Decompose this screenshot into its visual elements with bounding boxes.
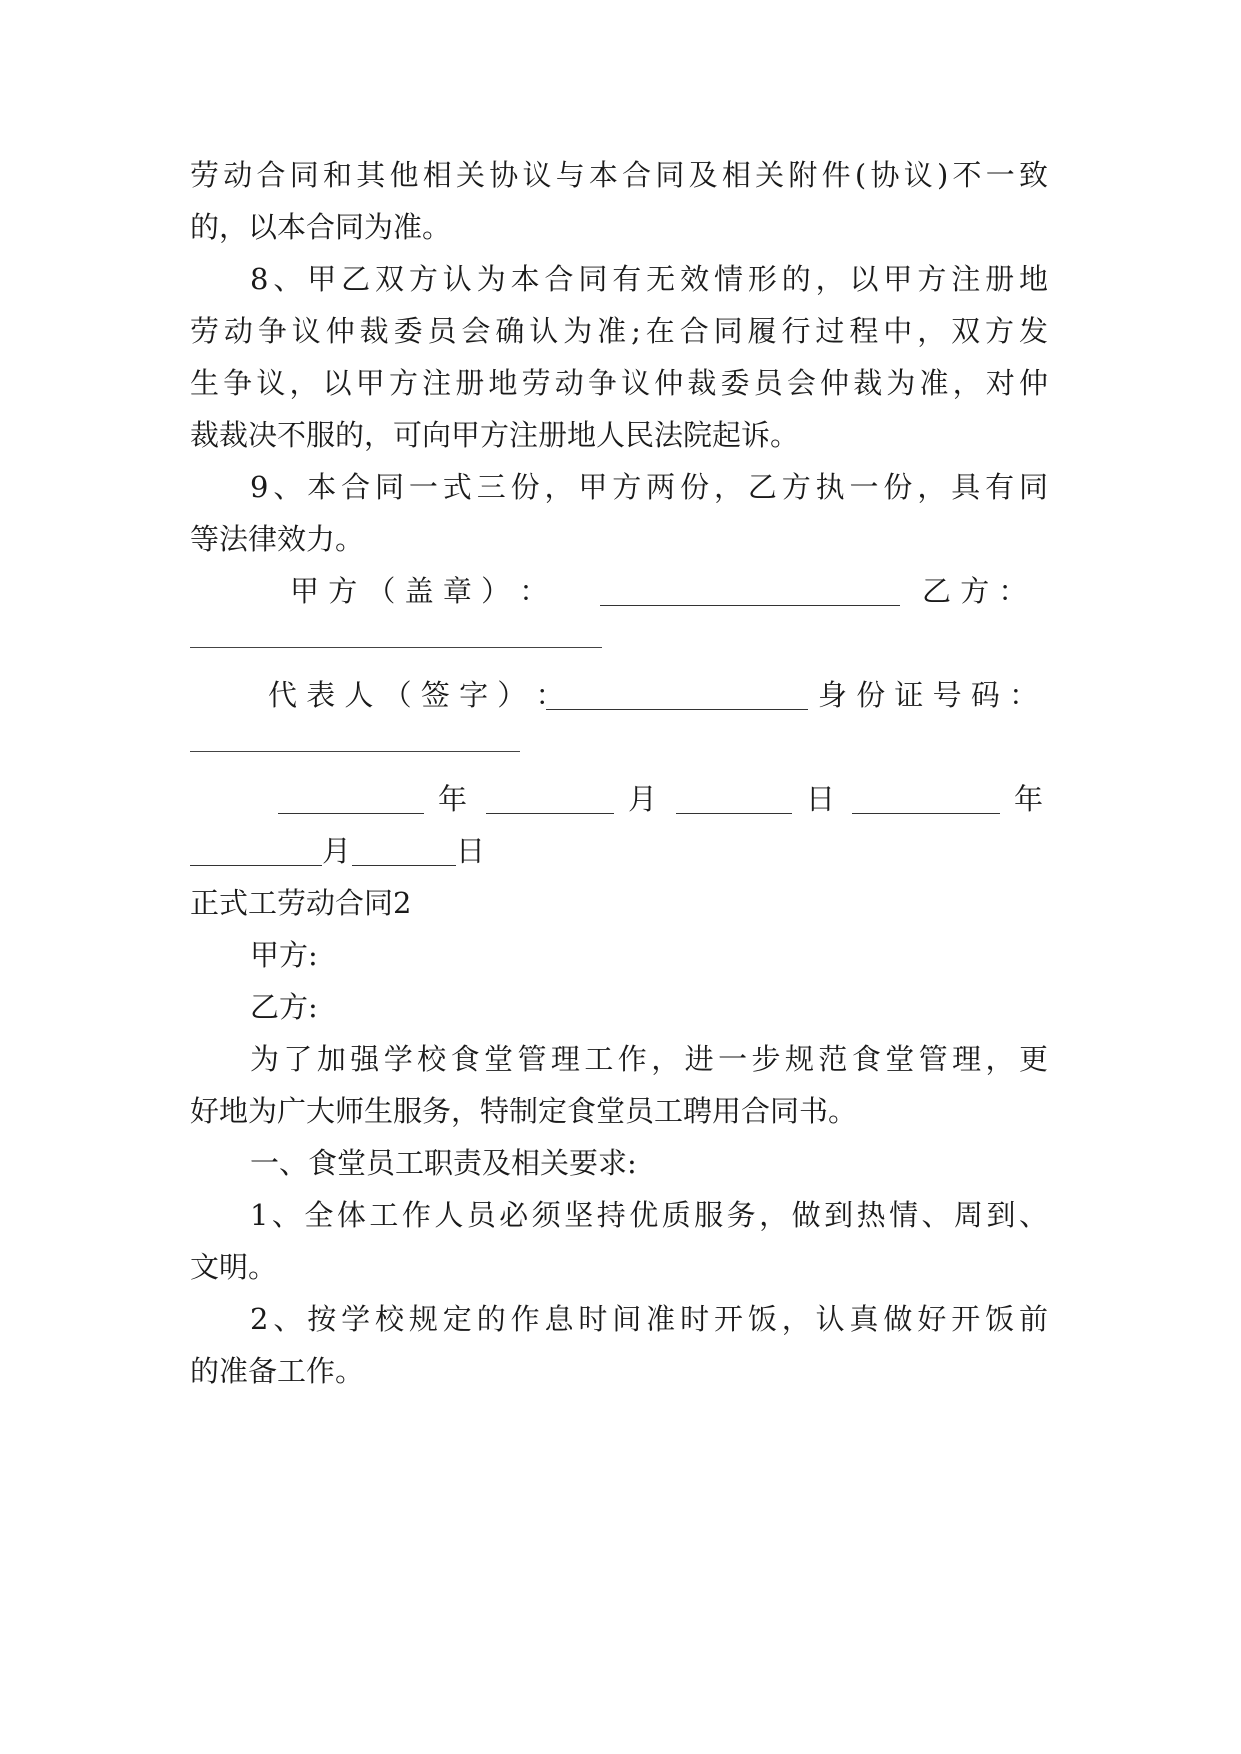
text-line: 1、全体工作人员必须坚持优质服务，做到热情、周到、: [250, 1198, 1048, 1232]
party-a-label: 甲 方 （ 盖 章 ） ：: [290, 574, 549, 608]
text-line: 文明。: [190, 1250, 278, 1284]
year-label: 年: [438, 782, 468, 816]
text-line: 劳动合同和其他相关协议与本合同及相关附件(协议)不一致: [190, 158, 1048, 192]
text-line: 的，以本合同为准。: [190, 210, 452, 244]
text-line: 等法律效力。: [190, 522, 365, 556]
date-row: [190, 779, 1048, 819]
text-line: 一、食堂员工职责及相关要求:: [250, 1146, 637, 1180]
party-a-blank: [600, 579, 900, 606]
day-label-2: 日: [456, 834, 486, 868]
id-number-blank: [190, 751, 520, 752]
text-line: 裁裁决不服的，可向甲方注册地人民法院起诉。: [190, 418, 800, 452]
text-line: 2、按学校规定的作息时间准时开饭，认真做好开饭前: [250, 1302, 1048, 1336]
id-number-label: 身 份 证 号 码 ：: [818, 678, 1039, 712]
rep-label: 代 表 人 （ 签 字 ） ：: [268, 678, 565, 712]
text-line: 9、本合同一式三份，甲方两份，乙方执一份，具有同: [250, 470, 1048, 504]
signature-row-rep: [190, 675, 1048, 715]
text-line: 甲方:: [250, 938, 318, 972]
year-blank: [278, 787, 424, 814]
year-label-2: 年: [1014, 782, 1044, 816]
party-b-blank: [190, 647, 602, 648]
text-line: 的准备工作。: [190, 1354, 365, 1388]
date-row-2: [190, 831, 1048, 871]
text-line: 生争议，以甲方注册地劳动争议仲裁委员会仲裁为准，对仲: [190, 366, 1048, 400]
text-line: 8、甲乙双方认为本合同有无效情形的，以甲方注册地: [250, 262, 1048, 296]
month-label-2: 月: [322, 834, 352, 868]
party-b-label: 乙 方 ：: [922, 574, 1028, 608]
month-label: 月: [628, 782, 658, 816]
day-label: 日: [806, 782, 836, 816]
text-line: 乙方:: [250, 990, 318, 1024]
month-blank: [486, 787, 614, 814]
signature-row-party: [190, 571, 1048, 611]
day-blank-2: [352, 839, 456, 866]
year-blank-2: [852, 787, 1000, 814]
text-line: 为了加强学校食堂管理工作，进一步规范食堂管理，更: [250, 1042, 1048, 1076]
day-blank: [676, 787, 792, 814]
rep-blank: [546, 683, 808, 710]
text-line: 劳动争议仲裁委员会确认为准;在合同履行过程中，双方发: [190, 314, 1048, 348]
text-line: 好地为广大师生服务，特制定食堂员工聘用合同书。: [190, 1094, 858, 1128]
month-blank-2: [190, 839, 322, 866]
section-title: 正式工劳动合同2: [190, 886, 412, 920]
